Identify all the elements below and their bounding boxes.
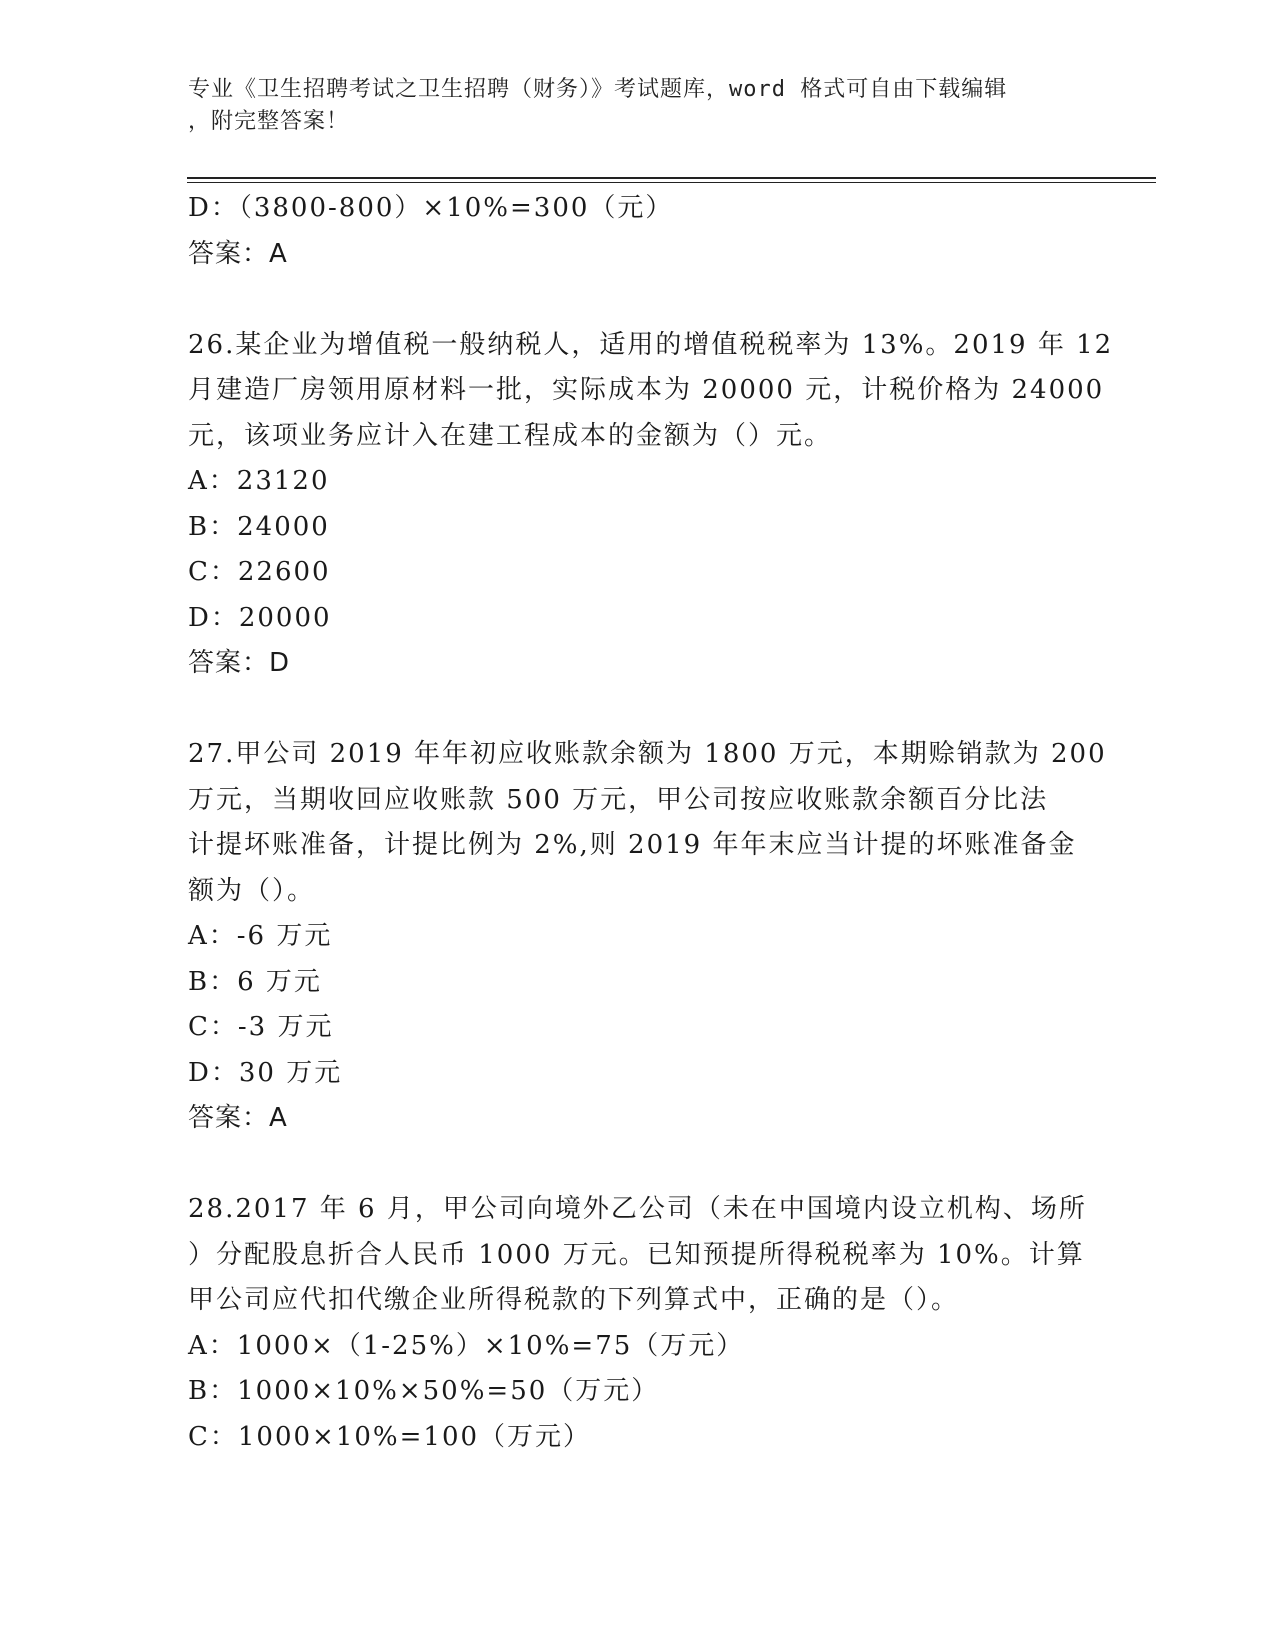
- answer-line: 答案：D: [188, 648, 291, 678]
- question-stem-line: 27.甲公司 2019 年年初应收账款余额为 1800 万元，本期赊销款为 200: [188, 739, 1107, 769]
- option-a: A：23120: [188, 466, 330, 496]
- question-stem-line: 万元，当期收回应收账款 500 万元，甲公司按应收账款余额百分比法: [188, 784, 1049, 815]
- option-b: B：1000×10%×50%=50（万元）: [188, 1376, 660, 1406]
- option-d: D：20000: [188, 602, 332, 633]
- option-b: B：24000: [188, 511, 330, 542]
- option-c: C：-3 万元: [188, 1012, 334, 1042]
- spacer: [188, 277, 1088, 323]
- answer-line: 答案：A: [188, 238, 288, 269]
- page-header: [188, 74, 1068, 138]
- option-c: C：22600: [188, 557, 331, 587]
- question-stem-line: 28.2017 年 6 月，甲公司向境外乙公司（未在中国境内设立机构、场所: [188, 1194, 1087, 1224]
- question-stem-line: 额为（）。: [188, 875, 316, 906]
- question-stem-line: 计提坏账准备，计提比例为 2%,则 2019 年年末应当计提的坏账准备金: [188, 830, 1077, 860]
- header-divider: [187, 177, 1156, 179]
- question-27: [188, 732, 1107, 1142]
- header-line: ，附完整答案！: [188, 109, 350, 134]
- option-a: A：1000×（1-25%）×10%=75（万元）: [188, 1330, 745, 1361]
- spacer: [188, 687, 1088, 733]
- header-divider-thin: [187, 182, 1156, 183]
- option-a: A：-6 万元: [188, 921, 333, 951]
- question-stem-line: 甲公司应代扣代缴企业所得税款的下列算式中，正确的是（）。: [188, 1285, 960, 1315]
- option-c: C：1000×10%=100（万元）: [188, 1421, 592, 1452]
- question-stem-line: 月建造厂房领用原材料一批，实际成本为 20000 元，计税价格为 24000: [188, 375, 1105, 405]
- spacer: [188, 1142, 1088, 1188]
- question-stem-line: 元，该项业务应计入在建工程成本的金额为（）元。: [188, 420, 833, 451]
- question-stem-line: 26.某企业为增值税一般纳税人，适用的增值税税率为 13%。2019 年 12: [188, 329, 1114, 360]
- option-d: D：（3800-800）×10%=300（元）: [188, 193, 674, 223]
- question-content: [188, 186, 1114, 1460]
- question-26: [188, 323, 1114, 687]
- question-stem-line: ）分配股息折合人民币 1000 万元。已知预提所得税税率为 10%。计算: [188, 1239, 1085, 1270]
- header-line: 专业《卫生招聘考试之卫生招聘（财务）》考试题库，word 格式可自由下载编辑: [188, 77, 1008, 102]
- question-28: [188, 1187, 1088, 1460]
- answer-line: 答案：A: [188, 1103, 288, 1133]
- option-b: B：6 万元: [188, 966, 322, 997]
- option-d: D：30 万元: [188, 1057, 343, 1088]
